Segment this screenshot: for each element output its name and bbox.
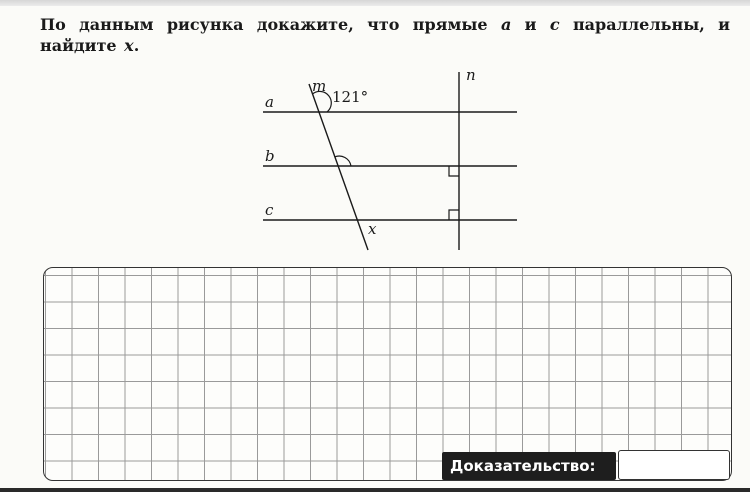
label-c: c — [265, 201, 274, 219]
var-c: c — [549, 15, 560, 34]
task-text-middle: параллельны, и найдите — [40, 15, 731, 55]
proof-label: Доказательство: — [442, 452, 616, 480]
label-m: m — [312, 77, 327, 95]
task-text-start: По данным рисунка докажите, что прямые — [40, 15, 488, 34]
right-angle-mark-c — [449, 210, 459, 220]
task-period: . — [133, 36, 140, 55]
var-a: a — [500, 15, 512, 34]
label-b: b — [265, 147, 275, 165]
label-a: a — [265, 93, 274, 111]
label-x: x — [368, 220, 377, 238]
bottom-rule — [0, 488, 750, 492]
var-x: x — [124, 36, 134, 55]
answer-grid[interactable] — [43, 267, 732, 481]
task-conj: и — [524, 15, 537, 34]
right-angle-mark-b — [449, 166, 459, 176]
line-m — [309, 84, 368, 250]
label-n: n — [466, 66, 476, 84]
angle-label-121: 121° — [332, 88, 369, 106]
proof-field[interactable] — [618, 450, 730, 480]
